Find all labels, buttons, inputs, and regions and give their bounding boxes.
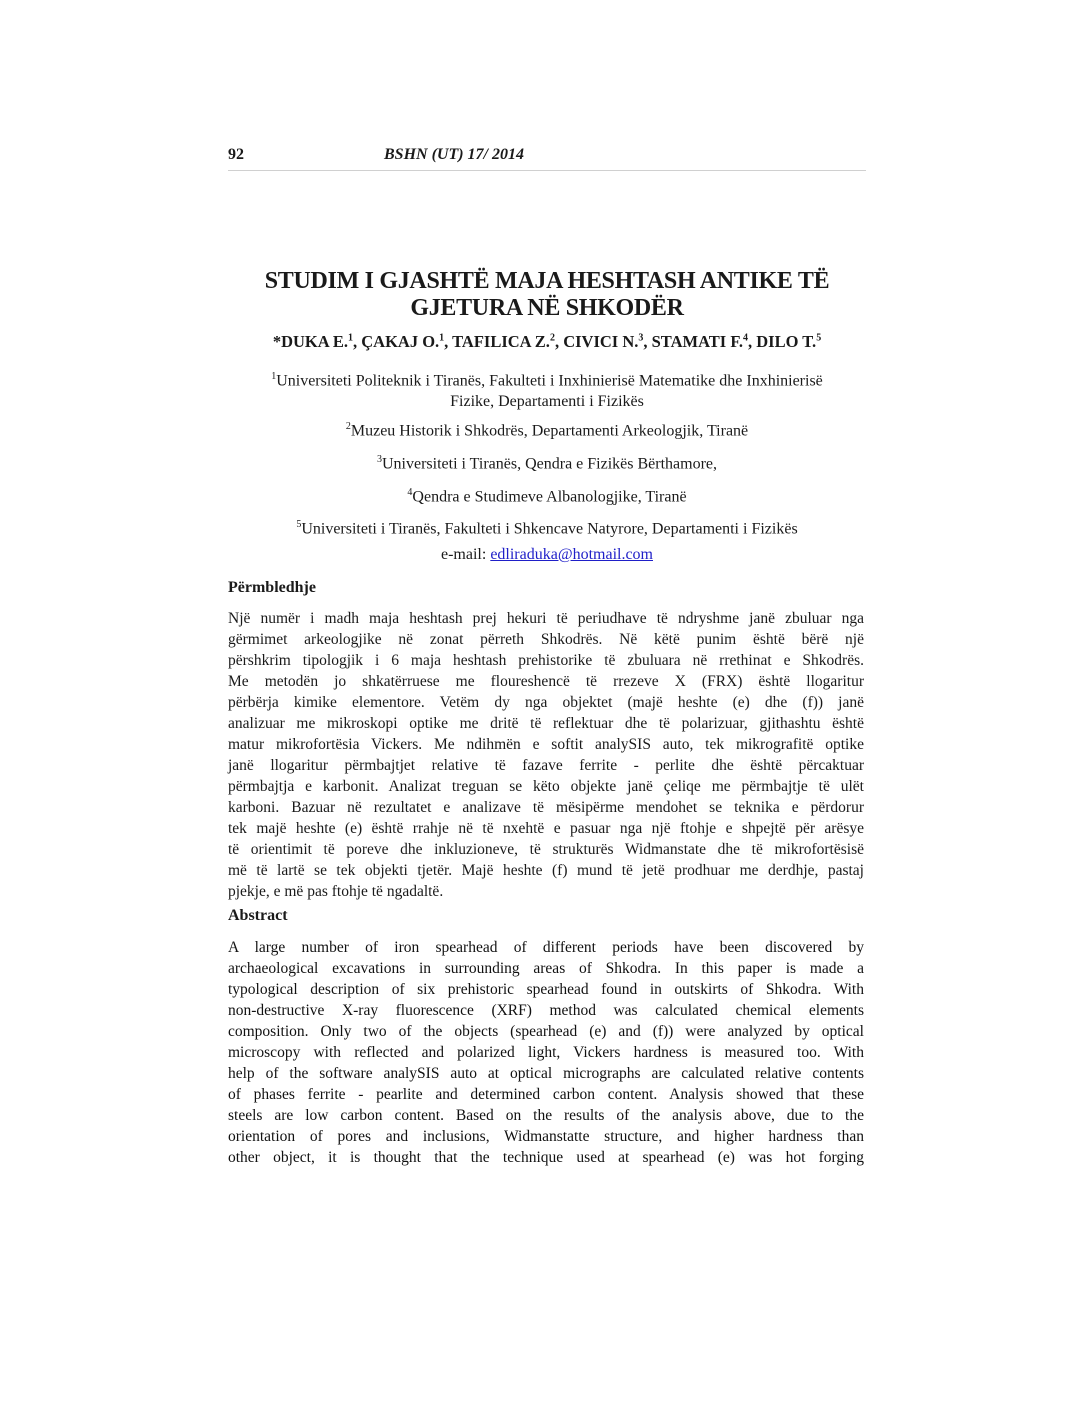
author: STAMATI F.$^4$ — [651, 332, 749, 351]
text-line: Një numër i madh maja heshtash prej hekuri të periudhave të ndryshme janë zbuluar nga — [228, 610, 864, 627]
author: TAFILICA Z.$^2$ — [452, 332, 555, 351]
author: CIVICI N.$^3$ — [563, 332, 644, 351]
author: *DUKA E.$^1$ — [272, 332, 353, 351]
text-line: composition. Only two of the objects (spearhead (e) and (f)) were analyzed by optical — [228, 1023, 864, 1040]
text-line: archaeological excavations in surrounding areas of Shkodra. In this paper is made a — [228, 960, 864, 977]
affiliation-3: $^3$Universiteti i Tiranës, Qendra e Fizikës Bërthamore, — [376, 454, 718, 473]
email-link[interactable]: edliraduka@hotmail.com — [490, 546, 653, 563]
permbledhje-body — [228, 608, 864, 902]
author: DILO T.$^5$ — [756, 332, 822, 351]
contact-email — [228, 546, 866, 564]
page-number: 92 — [228, 146, 244, 163]
text-line: gërmimet arkeologjike në zonat përreth Shkodrës. Në këtë punim është bërë një — [228, 631, 864, 648]
abstract-heading: Abstract — [228, 907, 288, 924]
text-line: help of the software analySIS auto at optical micrographs are calculated relative contents — [228, 1065, 864, 1082]
affiliation-2: $^2$Muzeu Historik i Shkodrës, Departamenti Arkeologjik, Tiranë — [345, 421, 749, 440]
text-line: të orientimit të poreve dhe inkluzioneve, të strukturës Widmanstate dhe të mikrofortësisë — [228, 841, 864, 858]
text-line: përmbajtja e karbonit. Analizat treguan se këto objekte janë çeliqe me përmbajtje të ulët — [228, 778, 864, 795]
text-line: përshkrim tipologjik i 6 maja heshtash prehistorike të zbuluara në rrethinat e Shkodrës. — [228, 652, 864, 669]
affiliation-4: $^4$Qendra e Studimeve Albanologjike, Tiranë — [407, 487, 687, 506]
permbledhje-heading: Përmbledhje — [228, 579, 316, 596]
text-line: karboni. Bazuar në rezultatet e analizave të mësipërme mendohet se teknika e përdorur — [228, 799, 864, 816]
text-line: of phases ferrite - pearlite and determined carbon content. Analysis showed that these — [228, 1086, 864, 1103]
text-line: tek majë heshte (e) është rrahje në të nxehtë e pasuar nga një ftohje e shpejtë për arësye — [228, 820, 864, 837]
author: ÇAKAJ O.$^1$ — [361, 332, 445, 351]
text-line: më të lartë se tek objekti tjetër. Majë heshte (f) mund të jetë prodhuar me derdhje, pastaj — [228, 862, 864, 879]
affiliation-5: $^5$Universiteti i Tiranës, Fakulteti i Shkencave Natyrore, Departamenti i Fizikës — [296, 519, 798, 538]
author-list: *DUKA E.$^1$, ÇAKAJ O.$^1$, TAFILICA Z.$^2$, CIVICI N.$^3$, STAMATI F.$^4$, DILO T.$^5$ — [272, 332, 822, 351]
text-line: pjekje, e më pas ftohje të ngadaltë. — [228, 883, 444, 900]
text-line: matur mikrofortësia Vickers. Me ndihmën e softit analySIS auto, tek mikrografitë optike — [228, 736, 864, 753]
text-line: non-destructive X-ray fluorescence (XRF) method was calculated chemical elements — [228, 1002, 864, 1019]
text-line: janë llogaritur përmbajtjet relative të fazave ferrite - perlite dhe është përcaktuar — [228, 757, 864, 774]
title-line-1: STUDIM I GJASHTË MAJA HESHTASH ANTIKE TË — [264, 268, 830, 294]
running-header — [228, 146, 866, 171]
text-line: microscopy with reflected and polarized light, Vickers hardness is measured too. With — [228, 1044, 864, 1061]
text-line: typological description of six prehistoric spearhead found in outskirts of Shkodra. With — [228, 981, 864, 998]
text-line: përbërja kimike elementore. Vetëm dy nga objektet (majë heshte (e) dhe (f)) janë — [228, 694, 864, 711]
abstract-body — [228, 937, 864, 1168]
text-line: orientation of pores and inclusions, Widmanstatte structure, and higher hardness than — [228, 1128, 864, 1145]
journal-reference: BSHN (UT) 17/ 2014 — [384, 146, 524, 163]
text-line: A large number of iron spearhead of different periods have been discovered by — [228, 939, 864, 956]
text-line: analizuar me mikroskopi optike me dritë të reflektuar dhe të polarizuar, gjithashtu është — [228, 715, 864, 732]
text-line: Me metodën jo shkatërruese me floureshencë të rrezeve X (FRX) është llogaritur — [228, 673, 864, 690]
paper-title — [228, 268, 866, 322]
affiliation-1: $^1$Universiteti Politeknik i Tiranës, Fakulteti i Inxhinierisë Matematike dhe Inxhinierisë Fizike, Departamenti i Fizikës — [271, 371, 823, 411]
text-line: other object, it is thought that the technique used at spearhead (e) was hot forging — [228, 1149, 864, 1166]
title-line-2: GJETURA NË SHKODËR — [410, 295, 684, 321]
email-label: e-mail: — [441, 546, 487, 563]
text-line: steels are low carbon content. Based on the results of the analysis above, due to the — [228, 1107, 864, 1124]
